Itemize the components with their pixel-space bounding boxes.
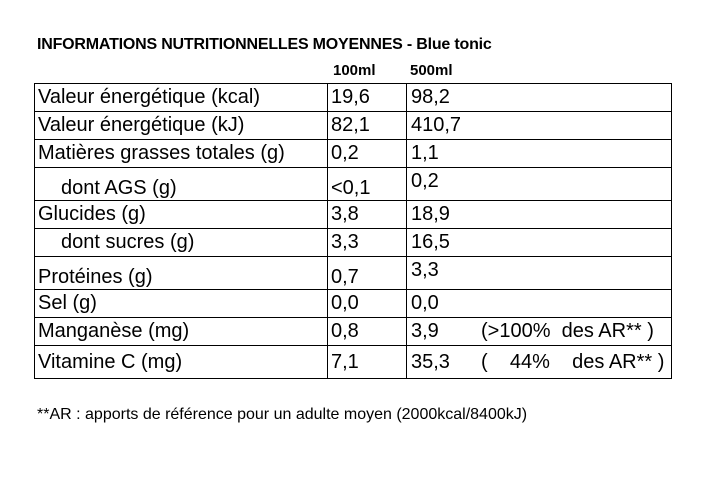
value-500ml: 98,2 <box>411 86 450 108</box>
column-header-100ml: 100ml <box>333 62 376 79</box>
table-row <box>35 346 672 379</box>
table-row <box>35 168 672 201</box>
row-label: Matières grasses totales (g) <box>35 140 328 168</box>
value-100ml: 0,2 <box>328 140 407 168</box>
reference-intake-note: (>100% des AR** ) <box>481 320 654 342</box>
value-100ml: 3,8 <box>328 201 407 229</box>
row-label: Valeur énergétique (kcal) <box>35 84 328 112</box>
table-row <box>35 112 672 140</box>
value-100ml: 0,7 <box>331 266 359 288</box>
nutrition-table <box>34 83 672 379</box>
row-label: Sel (g) <box>35 290 328 318</box>
value-500ml: 0,0 <box>411 292 439 314</box>
table-row <box>35 84 672 112</box>
value-500ml: 0,2 <box>411 170 439 192</box>
table-row <box>35 229 672 257</box>
row-label: Vitamine C (mg) <box>35 346 328 379</box>
value-100ml: 19,6 <box>328 84 407 112</box>
value-500ml: 1,1 <box>411 142 439 164</box>
table-row <box>35 257 672 290</box>
value-500ml: 410,7 <box>411 114 462 136</box>
value-100ml: <0,1 <box>331 177 371 199</box>
value-100ml: 0,8 <box>328 318 407 346</box>
table-title: INFORMATIONS NUTRITIONNELLES MOYENNES - Blue tonic <box>37 36 492 53</box>
value-500ml: 3,9 <box>411 320 439 342</box>
reference-intake-note: ( 44% des AR** ) <box>481 351 665 373</box>
value-100ml: 0,0 <box>328 290 407 318</box>
row-label: Valeur énergétique (kJ) <box>35 112 328 140</box>
value-100ml: 3,3 <box>328 229 407 257</box>
row-label: dont AGS (g) <box>61 177 177 199</box>
value-500ml: 3,3 <box>411 259 439 281</box>
row-label: Glucides (g) <box>35 201 328 229</box>
value-100ml: 7,1 <box>328 346 407 379</box>
row-label: Protéines (g) <box>38 266 153 288</box>
column-header-500ml: 500ml <box>410 62 453 79</box>
value-500ml: 35,3 <box>411 351 450 373</box>
row-label: Manganèse (mg) <box>35 318 328 346</box>
row-label: dont sucres (g) <box>35 229 328 257</box>
table-row <box>35 140 672 168</box>
table-row <box>35 290 672 318</box>
value-500ml: 18,9 <box>411 203 450 225</box>
table-row <box>35 201 672 229</box>
value-100ml: 82,1 <box>328 112 407 140</box>
value-500ml: 16,5 <box>411 231 450 253</box>
table-row <box>35 318 672 346</box>
footnote: **AR : apports de référence pour un adulte moyen (2000kcal/8400kJ) <box>37 406 528 423</box>
